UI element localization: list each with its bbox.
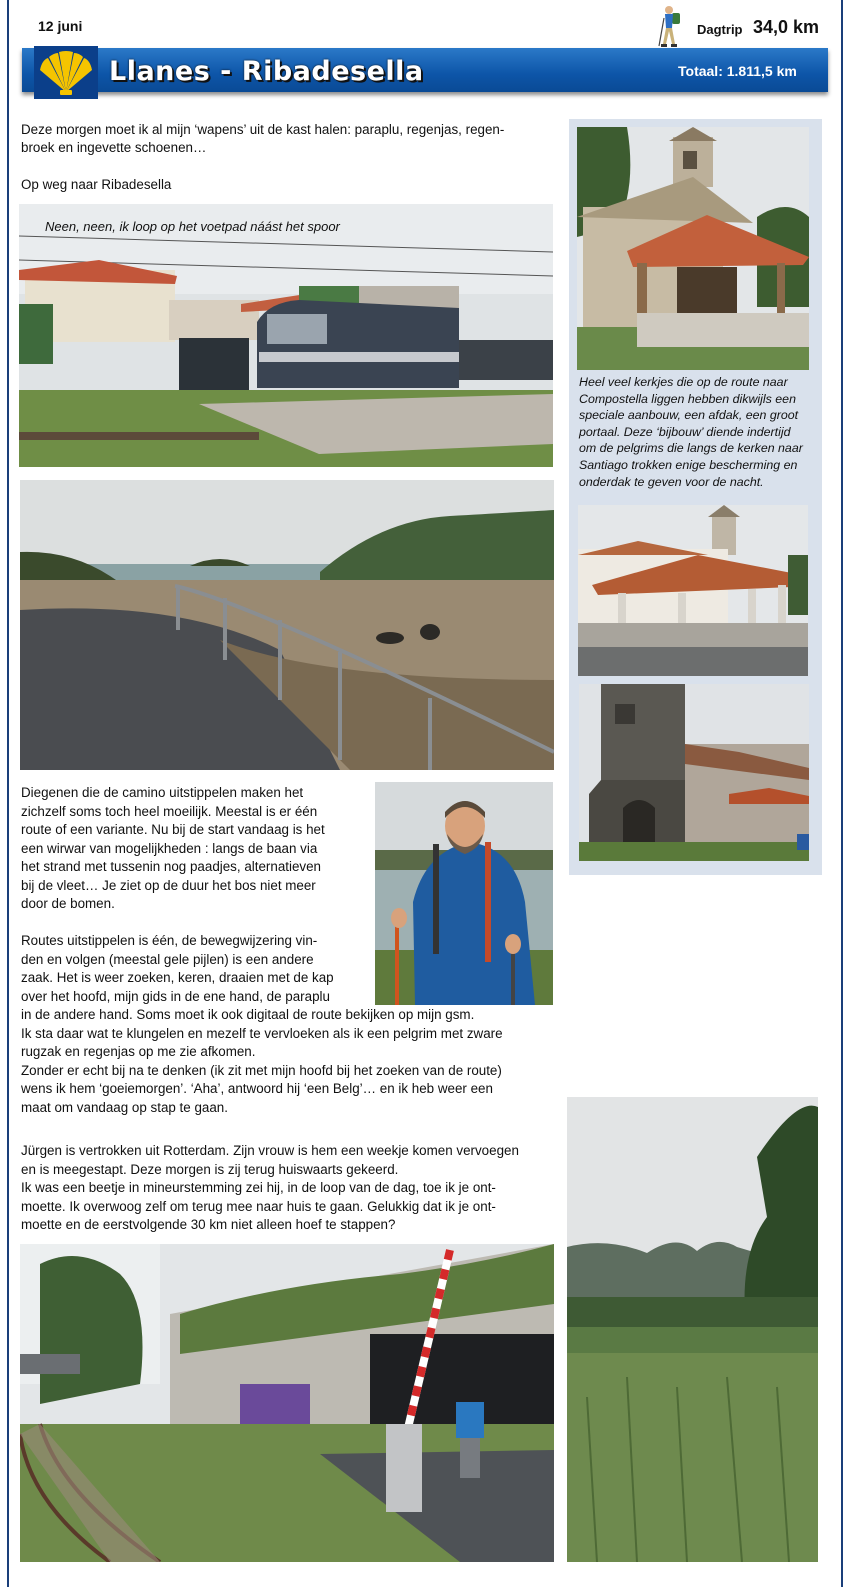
caption-line: om de pelgrims die langs de kerken naar (579, 441, 803, 456)
paragraph-2 (21, 932, 561, 1117)
text-line: Ik was een beetje in mineurstemming zei hij, in de loop van de dag, toe ik je ont- (21, 1180, 496, 1195)
photo-beach (20, 480, 554, 770)
photo-railway-tunnel (20, 1244, 554, 1562)
text-line: Jürgen is vertrokken uit Rotterdam. Zijn vrouw is hem een weekje komen vervoegen (21, 1143, 519, 1158)
caption-line: Compostella liggen hebben dikwijls een (579, 391, 796, 406)
caption-line: onderdak te geven voor de nacht. (579, 474, 764, 489)
page-title: Llanes - Ribadesella (109, 56, 424, 87)
photo-chapel-1 (577, 127, 809, 370)
text-line: over het hoofd, mijn gids in de ene hand, de paraplu (21, 988, 330, 1004)
dagtrip-value: 34,0 km (753, 17, 820, 37)
scallop-shell-icon (34, 46, 98, 99)
text-line: door de bomen. (21, 896, 115, 911)
text-line: een wirwar van mogelijkheden : langs de baan via (21, 840, 318, 856)
caption-line: speciale aanbouw, een afdak, een groot (579, 408, 799, 423)
text-line: Routes uitstippelen is één, de bewegwijzering vin- (21, 933, 318, 948)
text-line: en is meegestapt. Deze morgen is zij terug huiswaarts gekeerd. (21, 1161, 399, 1177)
paragraph-1 (21, 784, 371, 914)
text-line: zaak. Het is weer zoeken, keren, draaien met de kap (21, 970, 334, 985)
sidebar-caption (579, 374, 819, 490)
dagtrip-label: Dagtrip (697, 22, 743, 37)
text-line: zichzelf soms toch heel moeilijk. Meestal is er één (21, 803, 318, 819)
text-line: bij de vleet… Je ziet op de duur het bos niet meer (21, 877, 316, 893)
intro-subtitle: Op weg naar Ribadesella (21, 177, 172, 192)
page-frame-right (841, 0, 843, 1587)
total-distance: Totaal: 1.811,5 km (678, 63, 797, 79)
text-line: rugzak en regenjas op me zie afkomen. (21, 1044, 256, 1059)
text-line: wens ik hem ‘goeiemorgen’. ‘Aha’, antwoord hij ‘een Belg’… en ik heb weer een (21, 1081, 493, 1096)
caption-line: portaal. Deze ‘bijbouw’ diende indertijd (579, 424, 791, 439)
text-line: Ik sta daar wat te klungelen en mezelf te vervloeken als ik een pelgrim met zware (21, 1025, 503, 1041)
text-line: het strand met tussenin nog paadjes, alternatieven (21, 859, 321, 874)
hiker-icon (655, 4, 685, 50)
page-frame-left (7, 0, 9, 1587)
text-line: Diegenen die de camino uitstippelen maken het (21, 785, 304, 800)
scallop-shell-box (34, 46, 98, 99)
photo-train (19, 204, 553, 467)
intro-line-1: Deze morgen moet ik al mijn ‘wapens’ uit de kast halen: paraplu, regenjas, regen- (21, 122, 505, 137)
caption-line: Heel veel kerkjes die op de route naar (579, 375, 788, 389)
text-line: route of een variante. Nu bij de start vandaag is het (21, 822, 325, 837)
caption-line: Santiago trokken enige bescherming en (579, 457, 798, 472)
paragraph-3 (21, 1142, 561, 1235)
text-line: moette en de eerstvolgende 30 km niet alleen hoef te stappen? (21, 1217, 396, 1232)
photo-chapel-2 (578, 505, 808, 676)
intro-line-2: broek en ingevette schoenen… (21, 140, 207, 155)
text-line: maat om vandaag op stap te gaan. (21, 1099, 228, 1115)
photo-train-caption: Neen, neen, ik loop op het voetpad náást het spoor (45, 219, 340, 234)
photo-mountains (567, 1097, 818, 1562)
text-line: in de andere hand. Soms moet ik ook digitaal de route bekijken op mijn gsm. (21, 1007, 475, 1022)
photo-church-tower (579, 684, 809, 861)
text-line: den en volgen (meestal gele pijlen) is een andere (21, 951, 314, 967)
text-line: Zonder er echt bij na te denken (ik zit met mijn hoofd bij het zoeken van de route) (21, 1062, 502, 1078)
date-label: 12 juni (38, 18, 83, 34)
text-line: moette. Ik overwoog zelf om terug mee naar huis te gaan. Gelukkig dat ik je ont- (21, 1198, 496, 1214)
